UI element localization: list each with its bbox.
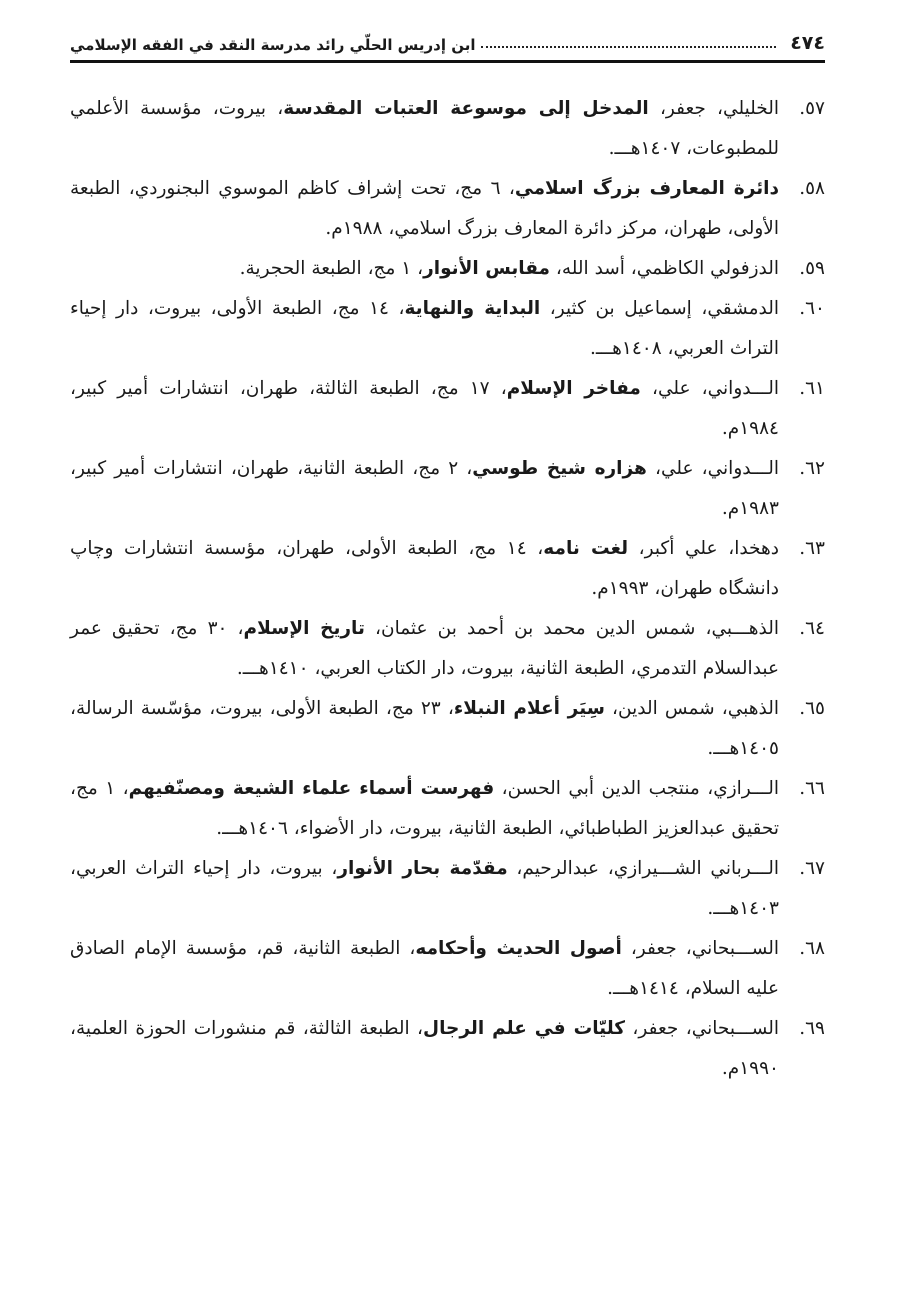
bibliography-list xyxy=(70,89,825,1089)
bibliography-entry xyxy=(70,289,825,369)
entry-book-title: تاريخ الإسلام xyxy=(243,618,365,639)
entry-text xyxy=(70,89,779,169)
book-page xyxy=(70,20,825,1089)
page-number: ٤٧٤ xyxy=(790,32,825,54)
entry-number: ٦١. xyxy=(799,378,825,399)
entry-text xyxy=(70,849,779,929)
entry-number: ٥٨. xyxy=(799,178,825,199)
entry-author: الـــرازي، منتجب الدين أبي الحسن، xyxy=(494,778,780,799)
entry-number: ٦٢. xyxy=(799,458,825,479)
entry-number: ٦٦. xyxy=(799,778,825,799)
bibliography-entry xyxy=(70,769,825,849)
entry-number: ٦٣. xyxy=(799,538,825,559)
entry-book-title: البداية والنهاية xyxy=(404,298,541,319)
entry-number: ٦٤. xyxy=(799,618,825,639)
entry-number: ٥٧. xyxy=(799,98,825,119)
entry-details: ، ١٤ مج، الطبعة الأولى، بيروت، دار إحياء التراث العربي، ١٤٠٨هـــ. xyxy=(70,298,779,359)
entry-author: الـــدواني، علي، xyxy=(640,378,779,399)
entry-author: الدمشقي، إسماعيل بن كثير، xyxy=(540,298,779,319)
entry-text xyxy=(70,369,779,449)
entry-details: ، الطبعة الثانية، قم، مؤسسة الإمام الصادق عليه السلام، ١٤١٤هـــ. xyxy=(70,938,779,999)
entry-author: الذهبي، شمس الدين، xyxy=(604,698,779,719)
entry-author: الخليلي، جعفر، xyxy=(648,98,779,119)
entry-text xyxy=(70,609,779,689)
entry-book-title: أصول الحديث وأحكامه xyxy=(415,938,622,959)
entry-details: ، بيروت، دار إحياء التراث العربي، ١٤٠٣هـــ. xyxy=(70,858,779,919)
entry-text xyxy=(70,249,779,289)
entry-author: الذهـــبي، شمس الدين محمد بن أحمد بن عثمان، xyxy=(364,618,779,639)
entry-text xyxy=(70,1009,779,1089)
running-header xyxy=(70,20,825,63)
bibliography-entry xyxy=(70,449,825,529)
entry-text xyxy=(70,689,779,769)
entry-book-title: هزاره شيخ طوسي xyxy=(472,458,647,479)
entry-book-title: لغت نامه xyxy=(543,538,629,559)
entry-details: ، ٣٠ مج، تحقيق عمر عبدالسلام التدمري، الطبعة الثانية، بيروت، دار الكتاب العربي، ١٤١٠هـــ. xyxy=(70,618,779,679)
entry-text xyxy=(70,529,779,609)
entry-book-title: مقدّمة بحار الأنوار xyxy=(337,858,508,879)
bibliography-entry xyxy=(70,369,825,449)
entry-text xyxy=(70,289,779,369)
entry-author: الـــدواني، علي، xyxy=(646,458,780,479)
entry-text xyxy=(70,929,779,1009)
entry-author: دهخدا، علي أكبر، xyxy=(628,538,779,559)
entry-details: ، ١ مج، تحقيق عبدالعزيز الطباطبائي، الطبعة الثانية، بيروت، دار الأضواء، ١٤٠٦هـــ. xyxy=(70,778,779,839)
entry-number: ٦٨. xyxy=(799,938,825,959)
entry-book-title: سِيَر أعلام النبلاء xyxy=(453,698,605,719)
entry-text xyxy=(70,169,779,249)
entry-book-title: المدخل إلى موسوعة العتبات المقدسة xyxy=(283,98,649,119)
bibliography-entry xyxy=(70,689,825,769)
entry-book-title: مفاخر الإسلام xyxy=(506,378,641,399)
entry-details: ، ٢ مج، الطبعة الثانية، طهران، انتشارات أمير كبير، ١٩٨٣م. xyxy=(70,458,779,519)
entry-book-title: دائرة المعارف بزرگ اسلامي xyxy=(514,178,779,199)
entry-text xyxy=(70,449,779,529)
entry-number: ٦٥. xyxy=(799,698,825,719)
entry-book-title: فهرست أسماء علماء الشيعة ومصنّفيهم xyxy=(128,778,495,799)
header-dotted-leader xyxy=(481,46,776,48)
entry-author: الســـبحاني، جعفر، xyxy=(625,1018,779,1039)
entry-details: ، ١٤ مج، الطبعة الأولى، طهران، مؤسسة انتشارات وچاپ دانشگاه طهران، ١٩٩٣م. xyxy=(70,538,779,599)
entry-author: الدزفولي الكاظمي، أسد الله، xyxy=(550,258,779,279)
entry-details: ، ١٧ مج، الطبعة الثالثة، طهران، انتشارات أمير كبير، ١٩٨٤م. xyxy=(70,378,779,439)
running-header-title: ابن إدريس الحلّي رائد مدرسة النقد في الفقه الإسلامي xyxy=(70,36,476,54)
entry-book-title: مقابس الأنوار xyxy=(423,258,551,279)
bibliography-entry xyxy=(70,849,825,929)
entry-author: الســـبحاني، جعفر، xyxy=(621,938,779,959)
bibliography-entry xyxy=(70,609,825,689)
entry-details: ، الطبعة الثالثة، قم منشورات الحوزة العلمية، ١٩٩٠م. xyxy=(70,1018,779,1079)
bibliography-entry xyxy=(70,249,825,289)
entry-number: ٦٠. xyxy=(799,298,825,319)
entry-number: ٦٧. xyxy=(799,858,825,879)
entry-details: ، ١ مج، الطبعة الحجرية. xyxy=(239,258,424,279)
bibliography-entry xyxy=(70,929,825,1009)
bibliography-entry xyxy=(70,1009,825,1089)
bibliography-entry xyxy=(70,529,825,609)
entry-number: ٥٩. xyxy=(799,258,825,279)
entry-number: ٦٩. xyxy=(799,1018,825,1039)
entry-text xyxy=(70,769,779,849)
entry-author: الـــرباني الشـــيرازي، عبدالرحيم، xyxy=(507,858,780,879)
entry-details: ، ٢٣ مج، الطبعة الأولى، بيروت، مؤسّسة الرسالة، ١٤٠٥هـــ. xyxy=(70,698,779,759)
entry-book-title: كليّات في علم الرجال xyxy=(423,1018,626,1039)
bibliography-entry xyxy=(70,169,825,249)
entry-details: ، بيروت، مؤسسة الأعلمي للمطبوعات، ١٤٠٧هـــ. xyxy=(70,98,779,159)
bibliography-entry xyxy=(70,89,825,169)
entry-details: ، ٦ مج، تحت إشراف كاظم الموسوي البجنوردي، الطبعة الأولى، طهران، مركز دائرة المعارف بزرگ اسلامي، ١٩٨٨م. xyxy=(70,178,779,239)
